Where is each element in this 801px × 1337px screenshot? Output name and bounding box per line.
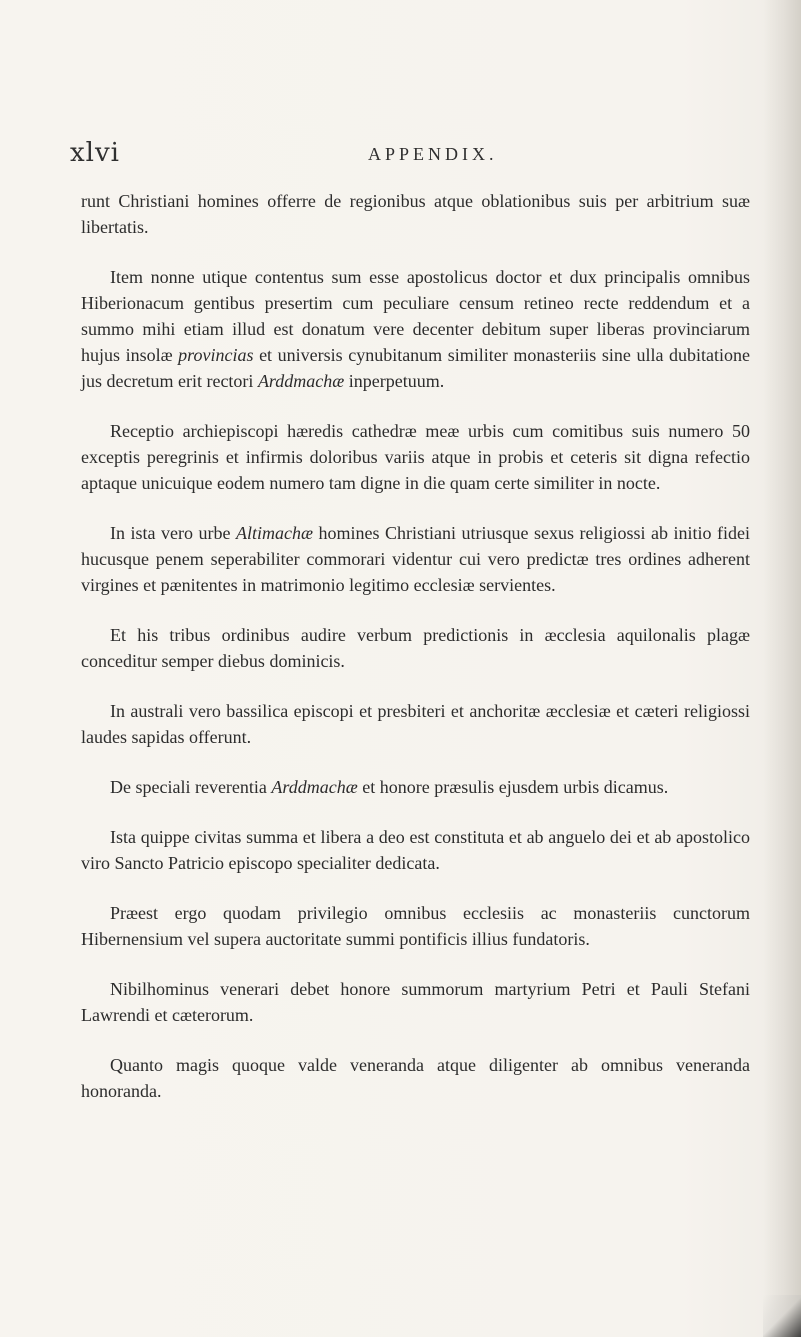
paragraph-10-text: Nibilhominus venerari debet honore summorum martyrium Petri et Pauli Stefani Lawrendi et cæterorum. <box>81 979 750 1025</box>
paragraph-10 <box>81 976 750 1028</box>
paragraph-9 <box>81 900 750 952</box>
page-edge-shadow <box>763 0 801 1337</box>
paragraph-6 <box>81 698 750 750</box>
paragraph-2-seg-4: Arddmachæ <box>257 371 345 391</box>
running-head: APPENDIX. <box>368 144 498 164</box>
paragraph-11-text: Quanto magis quoque valde veneranda atque diligenter ab omnibus veneranda honoranda. <box>81 1055 750 1101</box>
paragraph-2 <box>81 264 750 394</box>
paragraph-7-seg-1: De speciali reverentia <box>110 777 272 797</box>
paragraph-8 <box>81 824 750 876</box>
paragraph-4 <box>81 520 750 598</box>
paragraph-2-seg-5: inperpetuum. <box>344 371 445 391</box>
paragraph-11 <box>81 1052 750 1104</box>
paragraph-2-seg-1: Item nonne utique contentus sum esse apostolicus doctor et dux principalis omnibus Hiberionacum gentibus presertim cum peculiare censum retineo recte reddendum et a summo mihi etiam illud est donatum vere decenter debitum super liberas provinciarum hujus insolæ <box>81 267 750 365</box>
paragraph-4-seg-2: Altimachæ <box>235 523 313 543</box>
paragraph-7-seg-2: Arddmachæ <box>271 777 358 797</box>
paragraph-6-text: In australi vero bassilica episcopi et presbiteri et anchoritæ æcclesiæ et cæteri religiossi laudes sapidas offerunt. <box>81 701 750 747</box>
page-header <box>70 138 750 168</box>
page-corner-mark <box>763 1295 801 1337</box>
paragraph-5 <box>81 622 750 674</box>
paragraph-3 <box>81 418 750 496</box>
paragraph-1 <box>81 188 750 240</box>
paragraph-4-seg-3: homines Christiani utriusque sexus religiossi ab initio fidei hucusque penem seperabiliter commorari videntur cui vero predictæ tres ordines adherent virgines et pænitentes in matrimonio legitimo ecclesiæ servientes. <box>81 523 750 595</box>
paragraph-2-seg-2: provincias <box>178 345 254 365</box>
paragraph-9-text: Præest ergo quodam privilegio omnibus ecclesiis ac monasteriis cunctorum Hibernensium vel supera auctoritate summi pontificis illius fundatoris. <box>81 903 750 949</box>
paragraph-7 <box>81 774 750 800</box>
paragraph-2-seg-3: et universis cynubitanum similiter monasteriis sine ulla dubitatione jus decretum erit rectori <box>81 345 750 391</box>
paragraph-8-text: Ista quippe civitas summa et libera a deo est constituta et ab anguelo dei et ab apostolico viro Sancto Patricio episcopo specialiter dedicata. <box>81 827 750 873</box>
page-number: xlvi <box>70 138 120 168</box>
paragraph-4-seg-1: In ista vero urbe <box>110 523 236 543</box>
paragraph-3-text: Receptio archiepiscopi hæredis cathedræ meæ urbis cum comitibus suis numero 50 exceptis peregrinis et infirmis doloribus variis atque in probis et ceteris sit digna refectio aptaque unicuique eodem numero tam digne in die quam certe similiter in nocte. <box>81 421 750 493</box>
paragraph-1-text: runt Christiani homines offerre de regionibus atque oblationibus suis per arbitrium suæ libertatis. <box>81 191 750 237</box>
paragraph-5-text: Et his tribus ordinibus audire verbum predictionis in æcclesia aquilonalis plagæ conceditur semper diebus dominicis. <box>81 625 750 671</box>
body-text <box>81 188 750 1128</box>
paragraph-7-seg-3: et honore præsulis ejusdem urbis dicamus. <box>357 777 669 797</box>
